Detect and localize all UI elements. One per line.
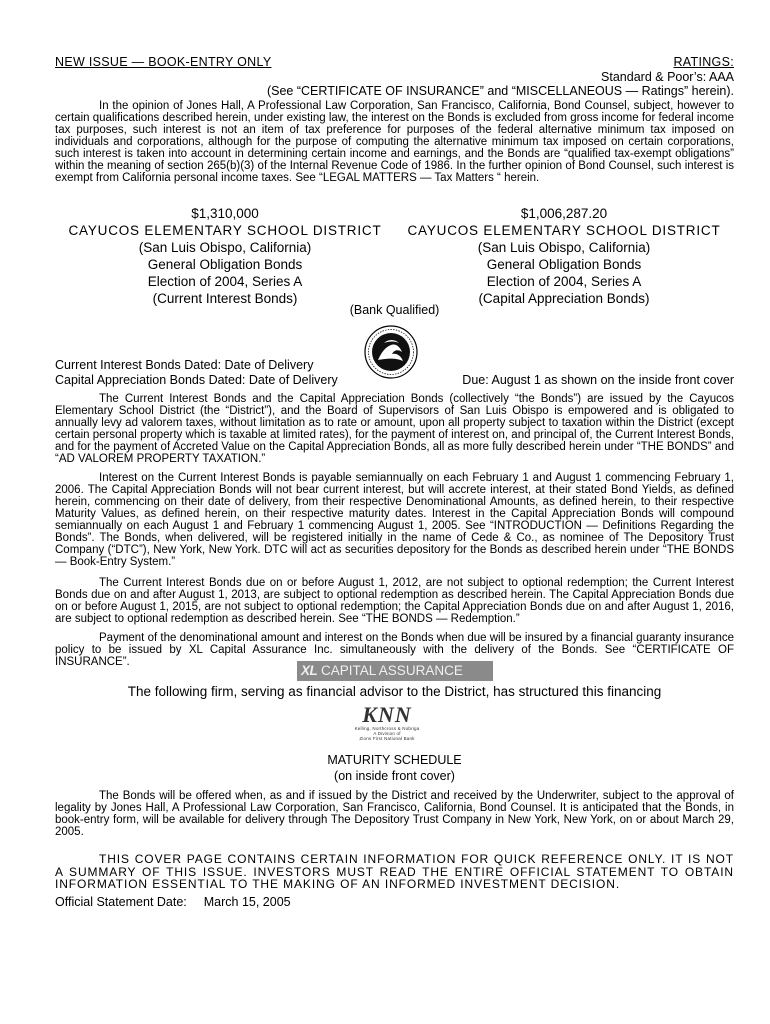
knn-logo-mark: KNN <box>362 702 412 727</box>
left-issue-block <box>55 205 395 307</box>
left-issue-district: CAYUCOS ELEMENTARY SCHOOL DISTRICT <box>68 223 382 238</box>
insurance-paragraph: Payment of the denominational amount and interest on the Bonds when due will be insured by a financial guaranty insurance policy to be issued by XL Capital Assurance Inc. simultaneously with the delivery of the Bonds. See “CERTIFICATE OF INSURANCE”. <box>55 632 734 668</box>
xl-logo-mark: XL <box>301 663 318 678</box>
issuance-paragraph: The Current Interest Bonds and the Capital Appreciation Bonds (collectively “the Bonds”) are issued by the Cayucos Elementary School District (the “District”), and the Board of Supervisors of San Luis Obispo is empowered and is obligated to annually levy ad valorem taxes, without limitation as to rate or amount, upon all property subject to taxation within the District (except certain personal property which is taxable at limited rates), for the payment of interest on, and principal of, the Current Interest Bonds, and for the payment of Accreted Value on the Capital Appreciation Bonds, all as more fully described herein under “THE BONDS” and “AD VALOREM PROPERTY TAXATION.” <box>55 393 734 465</box>
ratings-label: RATINGS: <box>673 55 734 69</box>
xl-capital-assurance-logo <box>297 661 493 681</box>
redemption-paragraph: The Current Interest Bonds due on or before August 1, 2012, are not subject to optional redemption; the Current Interest Bonds due on and after August 1, 2013, are subject to optional redemption as described herein. The Capital Appreciation Bonds due on or before August 1, 2015, are not subject to optional redemption; the Capital Appreciation Bonds due on and after August 1, 2016, are subject to optional redemption as described herein. See “THE BONDS — Redemption.” <box>55 577 734 625</box>
new-issue-label: NEW ISSUE — BOOK-ENTRY ONLY <box>55 55 272 69</box>
dated-block <box>55 358 338 388</box>
maturity-schedule-title: MATURITY SCHEDULE <box>327 753 462 767</box>
right-issue-type: General Obligation Bonds <box>486 257 642 272</box>
maturity-schedule-sub: (on inside front cover) <box>334 769 455 783</box>
dated-current: Current Interest Bonds Dated: Date of Delivery <box>55 358 314 372</box>
ratings-sp: Standard & Poor’s: AAA <box>601 70 734 84</box>
left-issue-bond-kind: (Current Interest Bonds) <box>152 291 298 306</box>
os-date-value: March 15, 2005 <box>203 895 291 909</box>
right-issue-district: CAYUCOS ELEMENTARY SCHOOL DISTRICT <box>407 223 721 238</box>
bank-qualified: (Bank Qualified) <box>349 303 440 317</box>
right-issue-block <box>394 205 734 307</box>
left-issue-amount: $1,310,000 <box>191 206 259 221</box>
left-issue-type: General Obligation Bonds <box>147 257 303 272</box>
dated-capital: Capital Appreciation Bonds Dated: Date of Delivery <box>55 373 338 387</box>
cover-page <box>55 50 734 1010</box>
due-line: Due: August 1 as shown on the inside front cover <box>462 373 734 387</box>
advisor-line: The following firm, serving as financial advisor to the District, has structured this financing <box>127 684 662 699</box>
xl-logo-name: CAPITAL ASSURANCE <box>321 663 463 678</box>
knn-logo <box>345 704 429 746</box>
district-seal-icon <box>364 325 418 379</box>
knn-logo-sub3: Zions First National Bank <box>359 736 415 741</box>
tax-opinion-paragraph: In the opinion of Jones Hall, A Professional Law Corporation, San Francisco, California, Bond Counsel, subject, however to certain qualifications described herein, under existing law, the interest on the Bonds is excluded from gross income for federal income tax purposes, such interest is not an item of tax preference for purposes of the federal alternative minimum tax imposed on individuals and corporations, although for the purpose of computing the alternative minimum tax imposed on certain corporations, such interest is taken into account in determining certain income and earnings, and the Bonds are “qualified tax-exempt obligations” within the meaning of section 265(b)(3) of the Internal Revenue Code of 1986. In the further opinion of Bond Counsel, such interest is exempt from California personal income taxes. See “LEGAL MATTERS — Tax Matters “ herein. <box>55 100 734 184</box>
knn-logo-sub2: A Division of <box>373 731 401 736</box>
ratings-see: (See “CERTIFICATE OF INSURANCE” and “MISCELLANEOUS — Ratings” herein). <box>266 84 734 98</box>
interest-paragraph: Interest on the Current Interest Bonds is payable semiannually on each February 1 and August 1 commencing February 1, 2006. The Capital Appreciation Bonds will not bear current interest, but will accrete interest, at their stated Bond Yields, as defined herein, commencing on their date of delivery, from their respective Denominational Amounts, as defined herein, to their respective Maturity Values, as defined herein, on their respective maturity dates. Interest in the Capital Appreciation Bonds will compound semiannually on each August 1 and February 1 commencing August 1, 2005. See “INTRODUCTION — Definitions Regarding the Bonds”. The Bonds, when delivered, will be registered initially in the name of Cede & Co., as nominee of The Depository Trust Company (“DTC”), New York, New York. DTC will act as securities depository for the Bonds as described herein under “THE BONDS — Book-Entry System.” <box>55 472 734 568</box>
right-issue-election: Election of 2004, Series A <box>486 274 642 289</box>
disclaimer-paragraph: THIS COVER PAGE CONTAINS CERTAIN INFORMATION FOR QUICK REFERENCE ONLY. IT IS NOT A SUMMARY OF THIS ISSUE. INVESTORS MUST READ THE ENTIRE OFFICIAL STATEMENT TO OBTAIN INFORMATION ESSENTIAL TO THE MAKING OF AN INFORMED INVESTMENT DECISION. <box>55 852 734 891</box>
official-statement-date <box>55 895 291 909</box>
knn-logo-sub1: Kelling, Northcross & Nobriga <box>354 726 420 731</box>
right-issue-county: (San Luis Obispo, California) <box>477 240 651 255</box>
left-issue-county: (San Luis Obispo, California) <box>138 240 312 255</box>
right-issue-bond-kind: (Capital Appreciation Bonds) <box>478 291 650 306</box>
right-issue-amount: $1,006,287.20 <box>520 206 608 221</box>
left-issue-election: Election of 2004, Series A <box>147 274 303 289</box>
offering-paragraph: The Bonds will be offered when, as and if issued by the District and received by the Underwriter, subject to the approval of legality by Jones Hall, A Professional Law Corporation, San Francisco, California, Bond Counsel. It is anticipated that the Bonds, in book-entry form, will be available for delivery through The Depository Trust Company in New York, New York, on or about March 29, 2005. <box>55 790 734 838</box>
os-date-label: Official Statement Date: <box>55 895 187 909</box>
